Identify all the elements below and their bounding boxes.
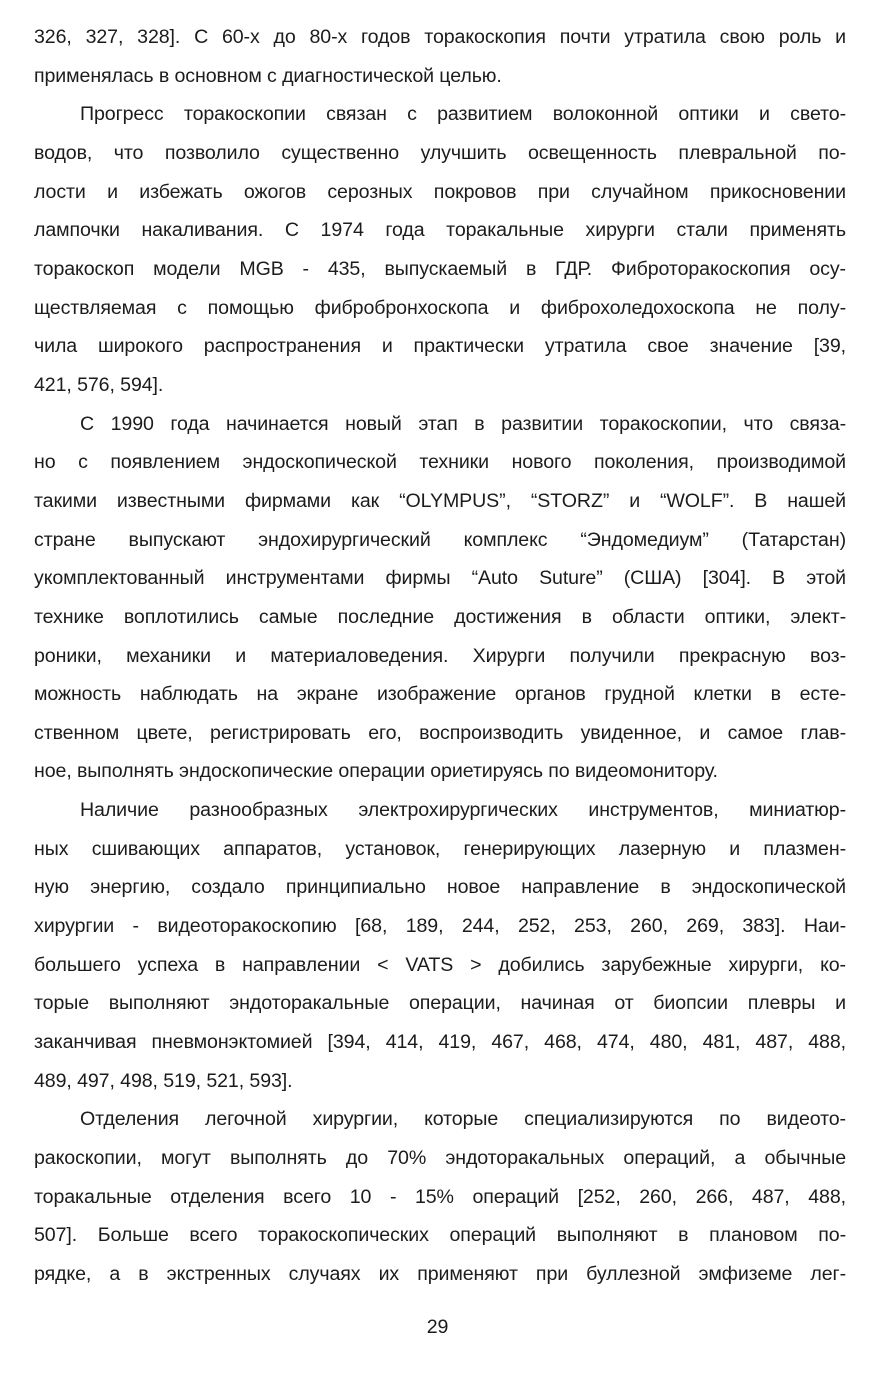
text-line: стране выпускают эндохирургический комплекс “Эндомедиум” (Татарстан) [34, 528, 846, 551]
text-line: ных сшивающих аппаратов, установок, генерирующих лазерную и плазмен- [34, 837, 846, 860]
text-line: Отделения легочной хирургии, которые специализируются по видеото- [80, 1108, 846, 1131]
text-line: ществляемая с помощью фибробронхоскопа и фиброхоледохоскопа не полу- [34, 296, 846, 319]
text-line: Прогресс торакоскопии связан с развитием волоконной оптики и свето- [80, 103, 846, 126]
body-text [34, 18, 846, 1294]
text-line: большего успеха в направлении < VATS > добились зарубежные хирурги, ко- [34, 953, 846, 976]
text-line: хирургии - видеоторакоскопию [68, 189, 244, 252, 253, 260, 269, 383]. Наи- [34, 915, 846, 938]
text-line: лампочки накаливания. С 1974 года торакальные хирурги стали применять [34, 219, 846, 242]
text-line: чила широкого распространения и практически утратила свое значение [39, [34, 335, 846, 358]
text-line: заканчивая пневмонэктомией [394, 414, 419, 467, 468, 474, 480, 481, 487, 488, [34, 1031, 846, 1054]
text-line: лости и избежать ожогов серозных покровов при случайном прикосновении [34, 180, 846, 203]
page-number: 29 [426, 1316, 449, 1338]
text-line: водов, что позволило существенно улучшить освещенность плевральной по- [34, 141, 846, 164]
text-line: такими известными фирмами как “OLYMPUS”, “STORZ” и “WOLF”. В нашей [34, 489, 846, 512]
text-line: ную энергию, создало принципиально новое направление в эндоскопической [34, 876, 846, 899]
text-line: применялась в основном с диагностической целью. [34, 64, 502, 87]
text-line: 507]. Больше всего торакоскопических операций выполняют в плановом по- [34, 1224, 846, 1247]
paragraph [34, 95, 846, 404]
paragraph [34, 1100, 846, 1293]
paragraph [34, 791, 846, 1100]
text-line: ракоскопии, могут выполнять до 70% эндоторакальных операций, а обычные [34, 1147, 846, 1170]
text-line: торакоскоп модели MGB - 435, выпускаемый в ГДР. Фиброторакоскопия осу- [34, 257, 846, 280]
text-line: технике воплотились самые последние достижения в области оптики, элект‑ [34, 605, 846, 628]
paragraph [34, 18, 846, 95]
text-line: торые выполняют эндоторакальные операции, начиная от биопсии плевры и [34, 992, 846, 1015]
text-line: роники, механики и материаловедения. Хирурги получили прекрасную воз- [34, 644, 846, 667]
text-line: можность наблюдать на экране изображение органов грудной клетки в есте- [34, 683, 846, 706]
text-line: С 1990 года начинается новый этап в развитии торакоскопии, что связа- [80, 412, 846, 435]
text-line: 326, 327, 328]. С 60-х до 80-х годов торакоскопия почти утратила свою роль и [34, 26, 846, 48]
text-line: ное, выполнять эндоскопические операции ориетируясь по видеомонитору. [34, 760, 718, 783]
text-line: ственном цвете, регистрировать его, воспроизводить увиденное, и самое глав- [34, 721, 846, 744]
text-line: рядке, а в экстренных случаях их применяют при буллезной эмфиземе лег- [34, 1263, 846, 1285]
text-line: 489, 497, 498, 519, 521, 593]. [34, 1069, 293, 1092]
paragraph [34, 405, 846, 792]
text-line: 421, 576, 594]. [34, 373, 164, 396]
text-line: Наличие разнообразных электрохирургических инструментов, миниатюр- [80, 799, 846, 822]
text-line: торакальные отделения всего 10 - 15% операций [252, 260, 266, 487, 488, [34, 1185, 846, 1208]
text-line: укомплектованный инструментами фирмы “Auto Suture” (США) [304]. В этой [34, 567, 846, 590]
text-line: но с появлением эндоскопической техники нового поколения, производимой [34, 451, 846, 474]
